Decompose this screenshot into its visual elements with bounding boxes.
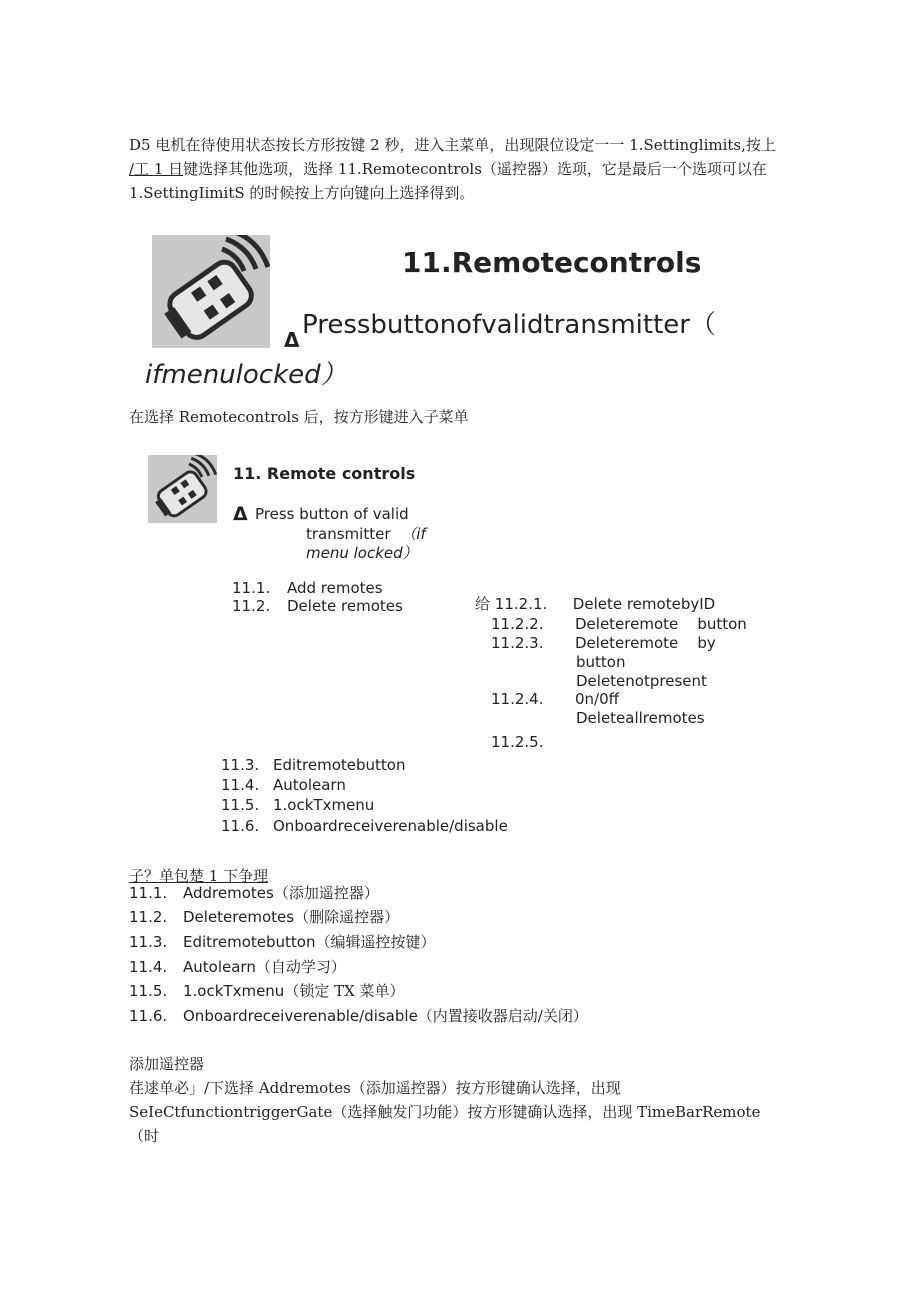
menu-item-label: Editremotebutton: [273, 756, 406, 774]
sub-menu-prefix: 给: [475, 595, 491, 613]
submenu-number: 11.5.: [129, 982, 168, 1000]
submenu-label: Editremotebutton: [183, 933, 316, 951]
sub-menu-label: Deleteremote button: [575, 615, 747, 633]
submenu-list-item: [129, 1004, 588, 1029]
submenu-note: （自动学习）: [255, 958, 346, 976]
menu-item-label: 1.ockTxmenu: [273, 796, 375, 814]
screen2-menu-locked: menu locked）: [306, 544, 418, 562]
add-section-heading: 添加遥控器: [129, 1055, 205, 1073]
submenu-list-item: [129, 905, 399, 930]
menu-item: [221, 756, 406, 775]
menu-item-label: Delete remotes: [287, 597, 403, 615]
menu-item-number: 11.5.: [221, 796, 260, 814]
sub-menu-continuation: Deleteallremotes: [576, 709, 705, 727]
add-section-line-2: SeIeCtfunctiontriggerGate（选择触发门功能）按方形键确认选择，出现 TimeBarRemote: [129, 1103, 761, 1121]
sub-menu-label: Deleteremote by: [575, 634, 716, 652]
sub-menu-label: 0n/0ff: [575, 690, 619, 708]
intro-line-2: [129, 157, 767, 182]
sub-menu-continuation: Deletenotpresent: [576, 672, 707, 690]
intro-line-3: 1.SettingIimitS 的时候按上方向键向上选择得到。: [129, 184, 475, 202]
menu-item-number: 11.1.: [232, 579, 271, 597]
remote-control-icon-small: [148, 455, 217, 523]
submenu-number: 11.4.: [129, 958, 168, 976]
sub-menu-label: Delete remotebyID: [572, 595, 716, 613]
sub-menu-number: 11.2.4.: [491, 690, 544, 708]
menu-item: [221, 776, 346, 795]
screen2-transmitter: [306, 525, 426, 544]
sub-menu-item: [491, 690, 619, 709]
submenu-label: 1.ockTxmenu: [183, 982, 285, 1000]
submenu-number: 11.3.: [129, 933, 168, 951]
sub-menu-item: [491, 615, 747, 634]
menu-item: [232, 597, 403, 616]
screen2-if: （if: [401, 525, 426, 543]
sub-menu-number: 11.2.5.: [491, 733, 544, 751]
submenu-note: （编辑遥控按键）: [315, 933, 436, 951]
intro-underlined-text: /工 1 日: [129, 160, 184, 178]
menu-item-label: Onboardreceiverenable/disable: [273, 817, 508, 835]
menu-item: [221, 817, 508, 836]
menu-item-number: 11.4.: [221, 776, 260, 794]
menu-item-label: Autolearn: [273, 776, 346, 794]
screen2-arrow: Δ: [233, 503, 248, 525]
intro-line-2-rest: 键选择其他选项，选择 11.Remotecontrols（遥控器）选项，它是最后一个选项可以在: [183, 160, 767, 178]
submenu-note: （删除遥控器）: [294, 908, 400, 926]
submenu-number: 11.2.: [129, 908, 168, 926]
screen2-transmitter-word: transmitter: [306, 525, 391, 543]
submenu-note: （锁定 TX 菜单）: [284, 982, 405, 1000]
menu-item-number: 11.3.: [221, 756, 260, 774]
menu-item: [221, 796, 374, 815]
submenu-label: Autolearn: [183, 958, 256, 976]
screen1-menu-locked: ifmenulocked）: [145, 360, 347, 390]
submenu-number: 11.6.: [129, 1007, 168, 1025]
submenu-list-item: [129, 979, 405, 1004]
menu-item-number: 11.6.: [221, 817, 260, 835]
submenu-note: （内置接收器启动/关闭）: [417, 1007, 588, 1025]
submenu-number: 11.1.: [129, 884, 168, 902]
sub-menu-number: 11.2.1.: [494, 595, 548, 613]
submenu-note: （添加遥控器）: [273, 884, 379, 902]
screen2-press: Press button of valid: [255, 505, 409, 523]
screen2-title: 11. Remote controls: [233, 464, 416, 483]
add-section-line-1: 荏逑单必」/下选择 Addremotes（添加遥控器）按方形键确认选择，出现: [129, 1079, 621, 1097]
after-screen1-text: 在选择 Remotecontrols 后，按方形键进入子菜单: [129, 408, 469, 426]
submenu-list-item: [129, 881, 379, 906]
menu-item-label: Add remotes: [287, 579, 383, 597]
screen1-title: 11.Remotecontrols: [402, 246, 702, 279]
sub-menu-item: [491, 733, 575, 752]
remote-control-icon: [152, 235, 270, 348]
add-section-line-3: （时: [129, 1127, 160, 1145]
sub-menu-number: 11.2.2.: [491, 615, 544, 633]
submenu-list-item: [129, 955, 346, 980]
intro-line-1: D5 电机在待使用状态按长方形按键 2 秒，进入主菜单，出现限位设定一一 1.Settinglimits,按上: [129, 136, 776, 154]
sub-menu-number: 11.2.3.: [491, 634, 544, 652]
sub-menu-item: [491, 634, 716, 653]
screen1-press-text: Pressbuttonofvalidtransmitter（: [302, 310, 716, 340]
submenu-heading: 子？单包楚 1 下争理: [129, 867, 269, 885]
submenu-label: Onboardreceiverenable/disable: [183, 1007, 418, 1025]
submenu-label: Deleteremotes: [183, 908, 295, 926]
menu-item: [232, 579, 383, 598]
screen1-arrow: Δ: [284, 328, 300, 352]
sub-menu-item: [475, 595, 715, 614]
sub-menu-continuation: button: [576, 653, 626, 671]
submenu-list-item: [129, 930, 436, 955]
menu-item-number: 11.2.: [232, 597, 271, 615]
submenu-label: Addremotes: [183, 884, 274, 902]
